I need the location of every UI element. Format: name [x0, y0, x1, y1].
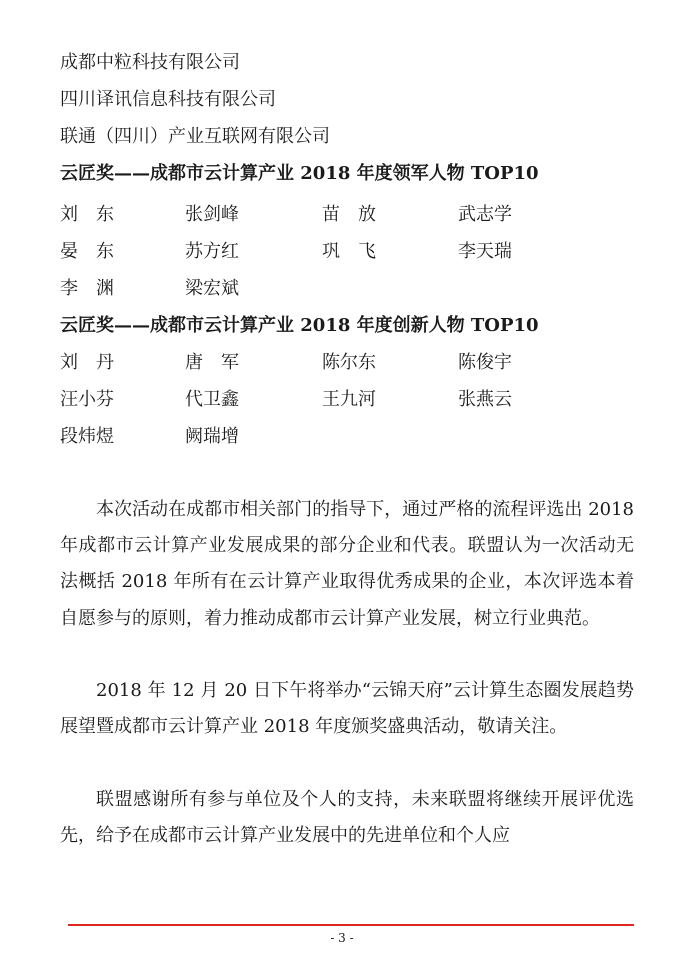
person-name: 陈俊宇: [458, 352, 512, 373]
company-name: 联通（四川）产业互联网有限公司: [60, 126, 330, 147]
name-row: [60, 351, 660, 375]
person-name: 苏方红: [185, 241, 239, 262]
person-name: 苗 放: [322, 204, 376, 225]
award-heading-leader: 云匠奖——成都市云计算产业 2018 年度领军人物 TOP10: [60, 163, 539, 184]
person-name: 唐 军: [185, 352, 239, 373]
page-number: - 3 -: [330, 931, 354, 945]
person-name: 巩 飞: [322, 241, 376, 262]
person-name: 张燕云: [458, 389, 512, 410]
name-row: [60, 240, 660, 264]
name-row: [60, 277, 660, 301]
person-name: 汪小芬: [60, 389, 114, 410]
footer-rule: [68, 924, 634, 926]
company-name: 四川译讯信息科技有限公司: [60, 89, 276, 110]
person-name: 晏 东: [60, 241, 114, 262]
person-name: 代卫鑫: [185, 389, 239, 410]
award-heading-innovator: 云匠奖——成都市云计算产业 2018 年度创新人物 TOP10: [60, 315, 539, 336]
name-row: [60, 425, 660, 449]
company-name: 成都中粒科技有限公司: [60, 52, 240, 73]
person-name: 武志学: [458, 204, 512, 225]
person-name: 段炜煜: [60, 426, 114, 447]
person-name: 张剑峰: [185, 204, 239, 225]
person-name: 李 渊: [60, 278, 114, 299]
name-row: [60, 203, 660, 227]
person-name: 李天瑞: [458, 241, 512, 262]
person-name: 阙瑞增: [185, 426, 239, 447]
body-paragraph: 联盟感谢所有参与单位及个人的支持，未来联盟将继续开展评优选先，给予在成都市云计算产业发展中的先进单位和个人应: [60, 789, 634, 847]
person-name: 陈尔东: [322, 352, 376, 373]
body-paragraph: 本次活动在成都市相关部门的指导下，通过严格的流程评选出 2018 年成都市云计算产业发展成果的部分企业和代表。联盟认为一次活动无法概括 2018 年所有在云计算产业取得优秀成果的企业，本次评选本着自愿参与的原则，着力推动成都市云计算产业发展，树立行业典范。: [60, 499, 634, 629]
name-row: [60, 388, 660, 412]
person-name: 刘 丹: [60, 352, 114, 373]
person-name: 梁宏斌: [185, 278, 239, 299]
person-name: 刘 东: [60, 204, 114, 225]
body-paragraph: 2018 年 12 月 20 日下午将举办“云锦天府”云计算生态圈发展趋势展望暨成都市云计算产业 2018 年度颁奖盛典活动，敬请关注。: [60, 680, 634, 738]
person-name: 王九河: [322, 389, 376, 410]
